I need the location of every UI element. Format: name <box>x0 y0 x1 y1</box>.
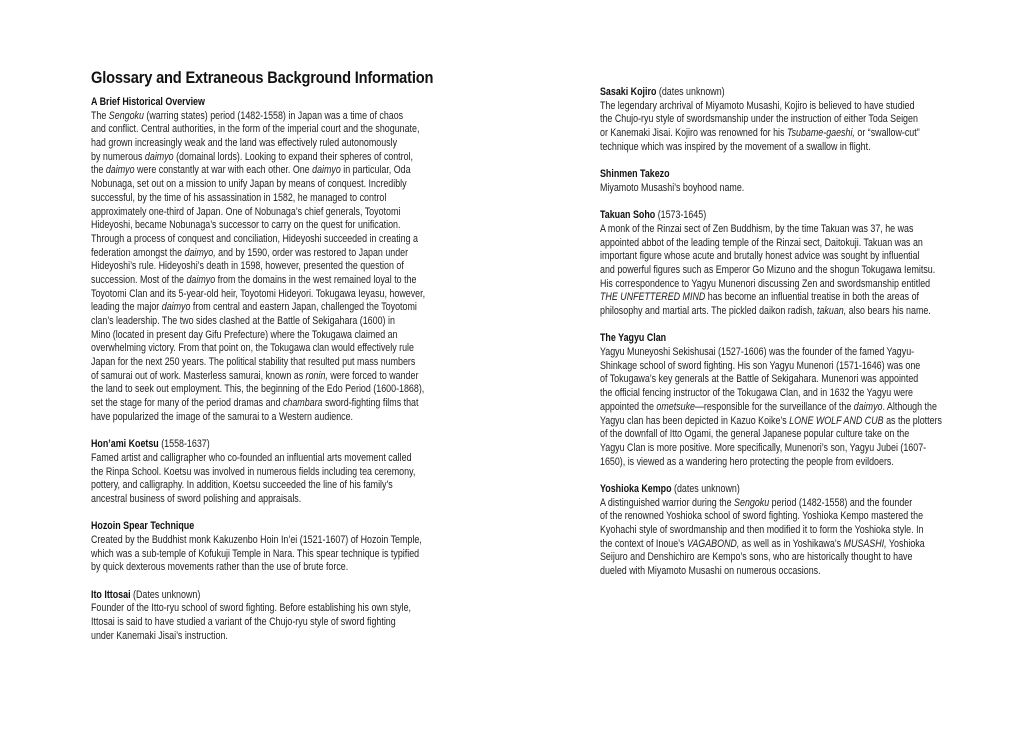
entry-text-line <box>600 237 942 251</box>
text-run: appointed abbot of the leading temple of the Rinzai sect, Daitokuji. Takuan was an <box>600 236 923 249</box>
entry-text-line <box>91 123 425 137</box>
text-run: by quick dexterous movements rather than the use of brute force. <box>91 561 349 574</box>
text-run: A distinguished warrior during the <box>600 496 735 509</box>
entry-text-line <box>91 466 425 480</box>
text-run: the Rinpa School. Koetsu was involved in numerous fields including tea ceremony, <box>91 465 416 478</box>
entry-dates: (1573-1645) <box>655 209 707 222</box>
text-run: Miyamoto Musashi’s boyhood name. <box>600 181 745 194</box>
entry-text-line <box>600 264 942 278</box>
text-run: Through a process of conquest and conciliation, Hideyoshi succeeded in creating a <box>91 232 418 245</box>
entry-heading <box>91 96 425 110</box>
glossary-entry-ito-ittosai <box>91 589 489 644</box>
entry-text-line <box>600 100 942 114</box>
entry-dates: (Dates unknown) <box>130 588 201 601</box>
entry-text-line <box>91 397 425 411</box>
entry-dates: (dates unknown) <box>656 86 725 98</box>
text-run: and powerful figures such as Emperor Go Mizuno and the shogun Tokugawa Iemitsu. <box>600 263 936 276</box>
entry-text-line <box>600 291 942 305</box>
italic-term: ronin, <box>305 369 328 382</box>
entry-text-line <box>91 219 425 233</box>
text-run: technique which was inspired by the movement of a swallow in flight. <box>600 140 871 153</box>
italic-term: daimyo <box>312 164 341 177</box>
text-run: approximately one-third of Japan. One of Nobunaga’s chief generals, Toyotomi <box>91 205 401 218</box>
text-run: or Kanemaki Jisai. Kojiro was renowned for his <box>600 127 787 140</box>
text-run: sword-fighting films that <box>322 397 419 410</box>
text-run: Toyotomi Clan and its 5-year-old heir, Toyotomi Hideyori. Tokugawa Ieyasu, however, <box>91 287 426 300</box>
text-run: overwhelming victory. From that point on, the Tokugawa clan would effectively rule <box>91 342 414 355</box>
text-run: important figure whose acute and brutally honest advice was sought by influential <box>600 250 920 263</box>
entry-text-line <box>91 548 425 562</box>
entry-text-line <box>91 178 425 192</box>
text-run: leading the major <box>91 301 162 314</box>
glossary-entry-hon-ami-koetsu <box>91 438 489 506</box>
entry-text-line <box>91 233 425 247</box>
text-run: ancestral business of sword polishing and appraisals. <box>91 492 302 505</box>
entry-text-line <box>600 551 942 565</box>
text-run: (domainal lords). Looking to expand their spheres of control, <box>173 150 414 163</box>
italic-term: MUSASHI, <box>843 537 887 550</box>
italic-term: daimyo <box>161 301 191 314</box>
text-run: Yagyu Clan is more positive. More specifically, Munenori’s son, Yagyu Jubei (1607- <box>600 441 927 454</box>
entry-text-line <box>600 524 942 538</box>
text-run: Kyohachi style of swordmanship and then modified it to form the Yoshioka style. In <box>600 524 924 536</box>
italic-term: daimyo <box>186 273 216 286</box>
entry-text-line <box>91 370 425 384</box>
text-run: set the stage for many of the period dramas and <box>91 397 283 410</box>
text-run: of the downfall of Itto Ogami, the general Japanese popular culture take on the <box>600 428 910 441</box>
glossary-entry-the-yagyu-clan <box>600 332 1007 469</box>
text-run: of samurai out of work. Masterless samurai, known as <box>91 369 306 382</box>
entry-text-line <box>91 561 425 575</box>
entry-text-line <box>600 456 942 470</box>
text-run: from central and eastern Japan, challenged the Toyotomi <box>190 301 417 314</box>
text-run: in particular, Oda <box>340 164 411 177</box>
text-run: which was a sub-temple of Kofukuji Temple in Nara. This spear technique is typified <box>91 547 420 560</box>
text-run: Japan for the next 250 years. The political stability that resulted put mass numbers <box>91 356 416 369</box>
entry-term: Ito Ittosai <box>91 588 131 601</box>
text-run: the Chujo-ryu style of swordsmanship under the instruction of either Toda Seigen <box>600 113 918 126</box>
text-run: or “swallow-cut” <box>854 127 920 140</box>
text-run: Yoshioka <box>886 537 925 550</box>
entry-text-line <box>91 411 425 425</box>
glossary-entry-a-brief-historical-overview <box>91 96 489 425</box>
entry-text-line <box>91 356 425 370</box>
entry-heading <box>91 438 425 452</box>
right-column <box>600 86 1007 592</box>
text-run: by numerous <box>91 150 145 163</box>
text-run: as the plotters <box>883 414 942 427</box>
text-run: were constantly at war with each other. One <box>134 164 313 177</box>
text-run: Ittosai is said to have studied a variant of the Chujo-ryu style of sword fighting <box>91 616 396 629</box>
entry-term: The Yagyu Clan <box>600 332 667 345</box>
entry-text-line <box>600 360 942 374</box>
text-run: have popularized the image of the samurai to a Western audience. <box>91 410 354 423</box>
italic-term: Sengoku <box>734 496 770 509</box>
text-run: had grown increasingly weak and the land was effectively ruled autonomously <box>91 137 398 150</box>
text-run: Nobunaga, set out on a mission to unify Japan by means of conquest. Incredibly <box>91 178 407 191</box>
entry-text-line <box>600 250 942 264</box>
entry-text-line <box>91 315 425 329</box>
text-run: philosophy and martial arts. The pickled daikon radish, <box>600 305 817 317</box>
italic-term: LONE WOLF AND CUB <box>789 414 884 427</box>
entry-text-line <box>91 247 425 261</box>
text-run: 1650), is viewed as a wandering hero protecting the people from evildoers. <box>600 455 894 468</box>
entry-term: Sasaki Kojiro <box>600 86 657 98</box>
entry-text-line <box>600 141 942 155</box>
entry-text-line <box>91 383 425 397</box>
text-run: Mino (located in present day Gifu Prefecture) where the Tokugawa claimed an <box>91 328 398 341</box>
left-column <box>91 96 489 657</box>
entry-text-line <box>600 401 942 415</box>
glossary-entry-yoshioka-kempo <box>600 483 1007 579</box>
glossary-entry-hozoin-spear-technique <box>91 520 489 575</box>
text-run: and by 1590, order was restored to Japan under <box>215 246 409 259</box>
entry-text-line <box>91 260 425 274</box>
entry-text-line <box>91 137 425 151</box>
entry-heading <box>600 332 942 346</box>
text-run: Founder of the Itto-ryu school of sword fighting. Before establishing his own style, <box>91 602 412 615</box>
entry-term: Hon’ami Koetsu <box>91 438 159 451</box>
text-run: the context of Inoue’s <box>600 537 687 550</box>
entry-heading <box>600 86 942 100</box>
entry-term: A Brief Historical Overview <box>91 96 205 108</box>
text-run: and conflict. Central authorities, in the form of the imperial court and the shogunate, <box>91 123 420 136</box>
text-run: Shinkage school of sword fighting. His son Yagyu Munenori (1571-1646) was one <box>600 359 921 372</box>
entry-heading <box>91 520 425 534</box>
text-run: the land to seek out employment. This, the beginning of the Edo Period (1600-1868), <box>91 383 425 396</box>
entry-text-line <box>600 497 942 511</box>
entry-text-line <box>600 113 942 127</box>
entry-text-line <box>600 415 942 429</box>
entry-text-line <box>600 373 942 387</box>
italic-term: VAGABOND, <box>686 537 740 550</box>
glossary-entry-shinmen-takezo <box>600 168 1007 195</box>
text-run: His correspondence to Yagyu Munenori discussing Zen and swordsmanship entitled <box>600 277 931 290</box>
entry-text-line <box>91 164 425 178</box>
page-title: Glossary and Extraneous Background Information <box>91 68 434 88</box>
italic-term: chambara <box>282 397 323 410</box>
entry-text-line <box>91 274 425 288</box>
text-run: Famed artist and calligrapher who co-founded an influential arts movement called <box>91 451 412 464</box>
text-run: federation amongst the <box>91 246 185 259</box>
entry-text-line <box>91 110 425 124</box>
entry-text-line <box>600 182 942 196</box>
entry-text-line <box>600 565 942 579</box>
glossary-entry-sasaki-kojiro <box>600 86 1007 154</box>
text-run: Seijuro and Denshichiro are Kempo’s sons, who are historically thought to have <box>600 551 913 564</box>
entry-text-line <box>600 510 942 524</box>
italic-term: THE UNFETTERED MIND <box>600 291 706 304</box>
italic-term: Tsubame-gaeshi, <box>786 127 855 140</box>
text-run: the official fencing instructor of the Tokugawa Clan, and in 1632 the Yagyu were <box>600 387 913 400</box>
entry-text-line <box>91 493 425 507</box>
entry-text-line <box>91 206 425 220</box>
italic-term: daimyo, <box>184 246 216 259</box>
entry-text-line <box>91 534 425 548</box>
text-run: the <box>91 164 106 177</box>
text-run: The legendary archrival of Miyamoto Musashi, Kojiro is believed to have studied <box>600 99 915 112</box>
entry-heading <box>600 483 942 497</box>
text-run: Hideyoshi, became Nobunaga’s successor to carry on the quest for unification. <box>91 219 401 232</box>
entry-text-line <box>600 127 942 141</box>
italic-term: daimyo <box>144 150 174 163</box>
text-run: has become an influential treatise in both the areas of <box>705 291 920 304</box>
entry-text-line <box>600 428 942 442</box>
entry-term: Hozoin Spear Technique <box>91 520 195 533</box>
entry-term: Takuan Soho <box>600 209 656 222</box>
entry-text-line <box>91 301 425 315</box>
entry-text-line <box>91 329 425 343</box>
entry-text-line <box>91 616 425 630</box>
entry-text-line <box>91 342 425 356</box>
glossary-entry-takuan-soho <box>600 209 1007 319</box>
italic-term: daimyo <box>853 400 883 413</box>
entry-dates: (1558-1637) <box>158 438 210 451</box>
entry-text-line <box>600 346 942 360</box>
text-run: clan’s leadership. The two sides clashed at the Battle of Sekigahara (1600) in <box>91 315 395 327</box>
entry-text-line <box>600 223 942 237</box>
text-run: were forced to wander <box>327 369 419 382</box>
entry-term: Yoshioka Kempo <box>600 482 672 495</box>
text-run: Yagyu clan has been depicted in Kazuo Koike’s <box>600 414 790 427</box>
italic-term: ometsuke <box>656 400 695 413</box>
text-run: . Although the <box>882 400 937 413</box>
text-run: appointed the <box>600 400 657 413</box>
entry-text-line <box>91 192 425 206</box>
text-run: from the domains in the west remained loyal to the <box>215 273 417 286</box>
entry-text-line <box>91 630 425 644</box>
text-run: as well as in Yoshikawa’s <box>739 537 844 550</box>
text-run: —responsible for the surveillance of the <box>694 400 854 413</box>
entry-text-line <box>91 479 425 493</box>
entry-text-line <box>600 538 942 552</box>
entry-text-line <box>600 278 942 292</box>
entry-text-line <box>91 151 425 165</box>
entry-text-line <box>91 602 425 616</box>
entry-text-line <box>91 452 425 466</box>
text-run: period (1482-1558) and the founder <box>769 496 913 509</box>
text-run: successful, by the time of his assassination in 1582, he managed to control <box>91 191 387 204</box>
text-run: Created by the Buddhist monk Kakuzenbo Hoin In’ei (1521-1607) of Hozoin Temple, <box>91 534 422 546</box>
entry-text-line <box>600 387 942 401</box>
text-run: pottery, and calligraphy. In addition, Koetsu succeeded the line of his family’s <box>91 479 393 492</box>
text-run: under Kanemaki Jisai’s instruction. <box>91 629 228 642</box>
text-run: Yagyu Muneyoshi Sekishusai (1527-1606) was the founder of the famed Yagyu- <box>600 346 915 359</box>
text-run: (warring states) period (1482-1558) in Japan was a time of chaos <box>143 109 404 122</box>
entry-text-line <box>600 305 942 319</box>
italic-term: Sengoku <box>108 109 144 122</box>
text-run: Hideyoshi’s rule. Hideyoshi’s death in 1598, however, presented the question of <box>91 260 404 273</box>
italic-term: daimyo <box>105 164 135 177</box>
text-run: of the renowned Yoshioka school of sword fighting. Yoshioka Kempo mastered the <box>600 510 924 523</box>
entry-text-line <box>600 442 942 456</box>
text-run: succession. Most of the <box>91 273 187 286</box>
entry-text-line <box>91 288 425 302</box>
italic-term: takuan, <box>816 305 847 317</box>
entry-heading <box>91 589 425 603</box>
entry-dates: (dates unknown) <box>671 482 740 495</box>
text-run: A monk of the Rinzai sect of Zen Buddhism, by the time Takuan was 37, he was <box>600 222 914 235</box>
text-run: of Tokugawa’s key generals at the Battle of Sekigahara. Munenori was appointed <box>600 373 919 386</box>
entry-heading <box>600 168 942 182</box>
text-run: dueled with Miyamoto Musashi on numerous occasions. <box>600 565 821 578</box>
entry-heading <box>600 209 942 223</box>
text-run: The <box>91 109 109 122</box>
text-run: also bears his name. <box>846 305 931 317</box>
entry-term: Shinmen Takezo <box>600 168 670 181</box>
